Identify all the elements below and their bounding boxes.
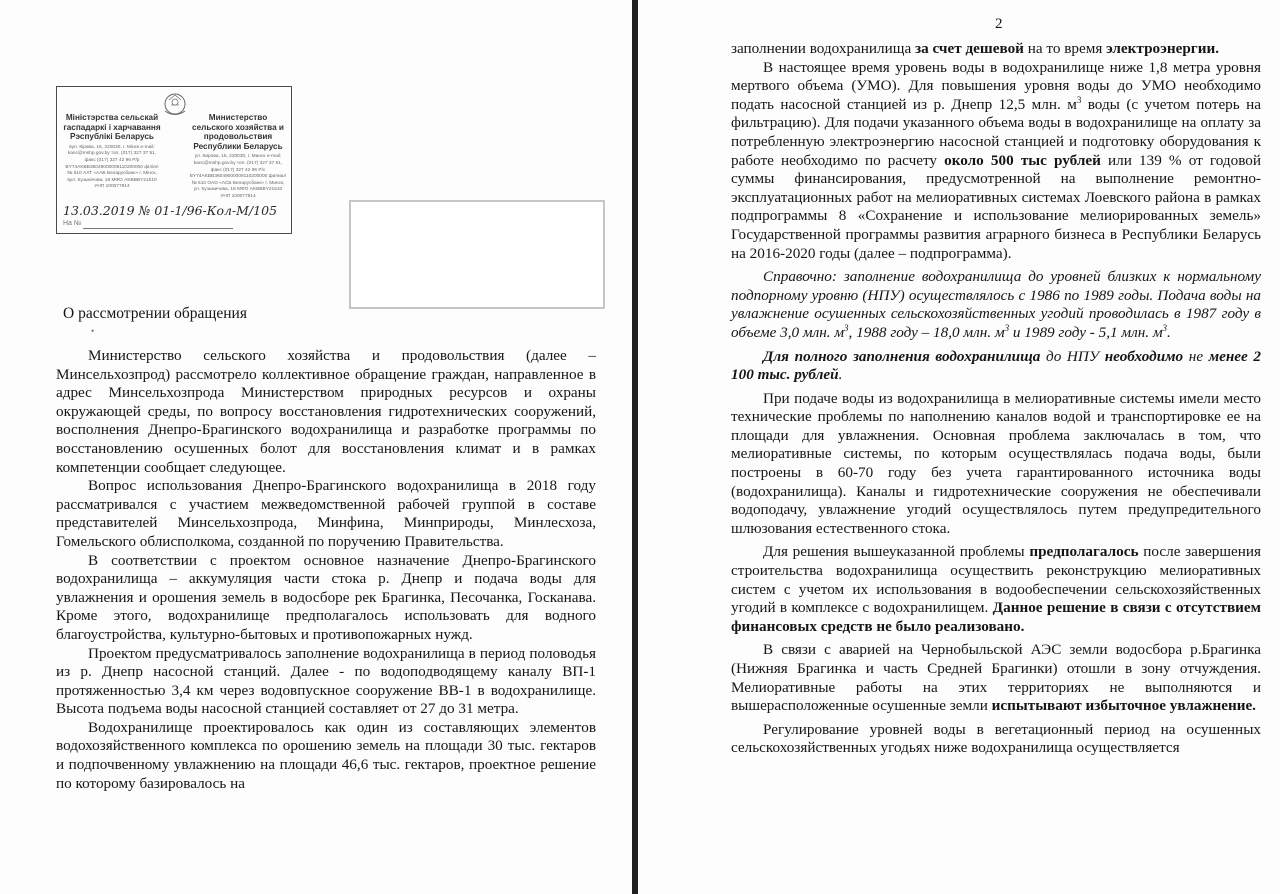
paragraph: Регулирование уровней воды в вегетационный период на осушенных сельскохозяйственных угодьях ниже водохранилища осуществляется: [731, 720, 1261, 757]
paragraph: Вопрос использования Днепро-Брагинского водохранилища в 2018 году рассматривался с участием межведомственной рабочей группой в составе представителей Минсельхозпрода, Минфина, Минприроды, Минлесхоза, Гомельского облисполкома, созданной по поручению Правительства.: [56, 477, 596, 550]
text-run: воды (с учетом потерь на фильтрацию). Для подачи указанного объема воды в водохранилище на оплату за потребленную электроэнергию насосной станцией и подготовку оборудования к работе необходимо по расчету: [731, 95, 1261, 169]
text-run: заполнении водохранилища: [731, 40, 915, 57]
text-run: Для решения вышеуказанной проблемы: [763, 543, 1030, 561]
bold-run: около 500 тыс рублей: [944, 151, 1101, 169]
superscript: 3: [1004, 322, 1010, 333]
text-run: В связи с аварией на Чернобыльской АЭС земли водосбора р.Брагинка (Нижняя Брагинка и часть Средней Брагинки) отошли в зону отчуждения. Мелиоративные работы на этих территориях не выполняются и вышерасположенные осушенные земли: [731, 641, 1261, 715]
state-emblem-icon: [161, 91, 189, 117]
ministry-name-belarusian: Міністэрства сельскай гаспадаркі і харчавання Рэспублікі Беларусь: [63, 113, 161, 142]
registration-number: 13.03.2019 № 01-1/96-Кол-М/105: [63, 203, 278, 218]
text-run: после завершения строительства водохранилища осуществить реконструкцию мелиоративных систем с учетом их использования в водообеспечении сельскохозяйственных угодий в комплексе с водохранилищем.: [731, 543, 1261, 617]
paragraph: [731, 543, 1261, 636]
reference-label: На №: [63, 220, 82, 227]
bold-run: электроэнергии.: [1106, 40, 1219, 57]
text-run: .: [838, 366, 843, 384]
text-run: В настоящее время уровень воды в водохранилище ниже 1,8 метра уровня мертвого объема (УМО). Для повышения уровня воды до УМО необходимо подать насосной станцией из р. Днепр 12,5 млн. м: [731, 58, 1261, 113]
bold-run: необходимо: [1104, 347, 1184, 365]
bold-run: Для полного заполнения водохранилища: [763, 347, 1041, 365]
right-page: [638, 0, 1280, 894]
superscript: 3: [1162, 322, 1168, 333]
ministry-address-belarusian: вул. Кірава, 15, 220030, г. Мінск e-mail: kanc@mshp.gov.by тэл. (017) 327 37 51, факс (017) 327 42 96 Р/р BY74AKBB36049000009110200000 філіял № 510 ААТ «ААБ Беларусбанк» г. Мінск, вул. Кузьмiчова, 18 МФО AKBBBY21510 УНП 100077914: [65, 144, 159, 190]
paragraph: [731, 641, 1261, 715]
text-run: Справочно: заполнение водохранилища до уровней близких к нормальному подпорному уровню (НПУ) осуществлялось с 1986 по 1989 годы. Подача воды на увлажнение осушенных сельскохозяйственных угодий проводилась в 1987 году в объеме 3,0 млн. м: [731, 268, 1261, 341]
bold-run: предполагалось: [1029, 543, 1139, 561]
bold-run: за счет дешевой: [914, 40, 1024, 57]
ministry-name-russian: Министерство сельского хозяйства и продовольствия Республики Беларусь: [192, 113, 284, 151]
ministry-address-russian: ул. Кирова, 15, 220030, г. Минск e-mail: kanc@mshp.gov.by тел. (017) 327 37 51, факс (017) 327 42 96 Р/с BY74AKBB36049000009110200000 филиал № 510 ОАО «АСБ Беларусбанк» г. Минск, ул. Кузьмичова, 18 МФО AKBBBY21510 УНП 100077914: [189, 154, 287, 199]
bold-run: испытывают избыточное увлажнение.: [991, 697, 1256, 715]
paragraph: Водохранилище проектировалось как один из составляющих элементов водохозяйственного комплекса по орошению земель на площади 30 тыс. гектаров и подпочвенному увлажнению на площади 46,6 тыс. гектаров, проектное решение по которому базировалось на: [56, 718, 596, 792]
bold-run: менее 2 100 тыс. рублей: [731, 347, 1261, 384]
letter-subject: О рассмотрении обращения: [63, 305, 247, 322]
ministry-letterhead-stamp: [56, 86, 292, 234]
paragraph: Министерство сельского хозяйства и продовольствия (далее – Минсельхозпрод) рассмотрело коллективное обращение граждан, направленное в адрес Минсельхозпрода Министерством природных ресурсов и охраны окружающей среды, по вопросу восстановления гидротехнических сооружений, восполнения Днепро-Брагинского водохранилища и разработке программы по восстановлению осушенных болот для восстановления климат и в рамках компетенции сообщает следующее.: [56, 347, 596, 476]
page-number: 2: [995, 16, 1003, 32]
superscript: 3: [1076, 94, 1082, 105]
text-run: на то время: [1023, 40, 1107, 57]
right-body: [731, 40, 1261, 758]
paragraph: [731, 40, 1261, 59]
paragraph: [731, 348, 1261, 385]
text-run: до НПУ: [1040, 347, 1105, 365]
text-run: не: [1183, 347, 1209, 365]
bold-run: Данное решение в связи с отсутствием финансовых средств не было реализовано.: [731, 599, 1261, 635]
paragraph: [731, 59, 1261, 264]
superscript: 3: [844, 322, 849, 333]
text-run: .: [1167, 323, 1171, 341]
paragraph: В соответствии с проектом основное назначение Днепро-Брагинского водохранилища – аккумуляция части стока р. Днепр и подача воды для увлажнения и орошения земель в водосборе рек Брагинка, Песочанка, Госканава. Кроме этого, водохранилище предполагалось использовать для водного благоустройства, культурно-бытовых и противопожарных нужд.: [56, 551, 596, 643]
text-run: , 1988 году – 18,0 млн. м: [848, 323, 1005, 341]
paragraph: При подаче воды из водохранилища в мелиоративные системы имели место технические проблемы по наполнению каналов водой и транспортировке ее на площади для увлажнения. Основная проблема заключалась в том, что мелиоративные системы, по которым осуществлялась подача воды, были построены в 60-70 году без учета гарантированного источника воды (водохранилища). Каналы и гидротехнические сооружения не обеспечивали водоподачу, увлажнение угодий осуществлялось путем предупредительного шлюзования естественного стока.: [731, 389, 1261, 537]
reference-paragraph: [731, 268, 1261, 342]
redacted-address-box: [349, 200, 605, 309]
left-page: [0, 0, 632, 894]
paragraph: Проектом предусматривалось заполнение водохранилища в период половодья из р. Днепр насосной станций. Далее - по водоподводящему каналу ВП-1 протяженностью 3,4 км через водовпускное сооружение ВВ-1 в водохранилище. Высота подъема воды насосной станцией составляет от 27 до 31 метра.: [56, 644, 596, 718]
stamp-russian-column: [189, 113, 287, 201]
left-body: [56, 347, 596, 793]
reference-line: [83, 228, 233, 229]
text-run: и 1989 году - 5,1 млн. м: [1009, 323, 1163, 341]
speck-mark: •: [91, 326, 95, 336]
stamp-belarusian-column: [63, 113, 161, 191]
text-run: или 139 % от годовой суммы финансирования, предусмотренной на выполнение ремонтно-эксплуатационных работ на мелиоративных системах Лоевского района в рамках подпрограммы 8 «Сохранение и использование мелиорированных земель» Государственной программы развития аграрного бизнеса в Республики Беларусь на 2016-2020 годы (далее – подпрограмма).: [731, 151, 1262, 262]
